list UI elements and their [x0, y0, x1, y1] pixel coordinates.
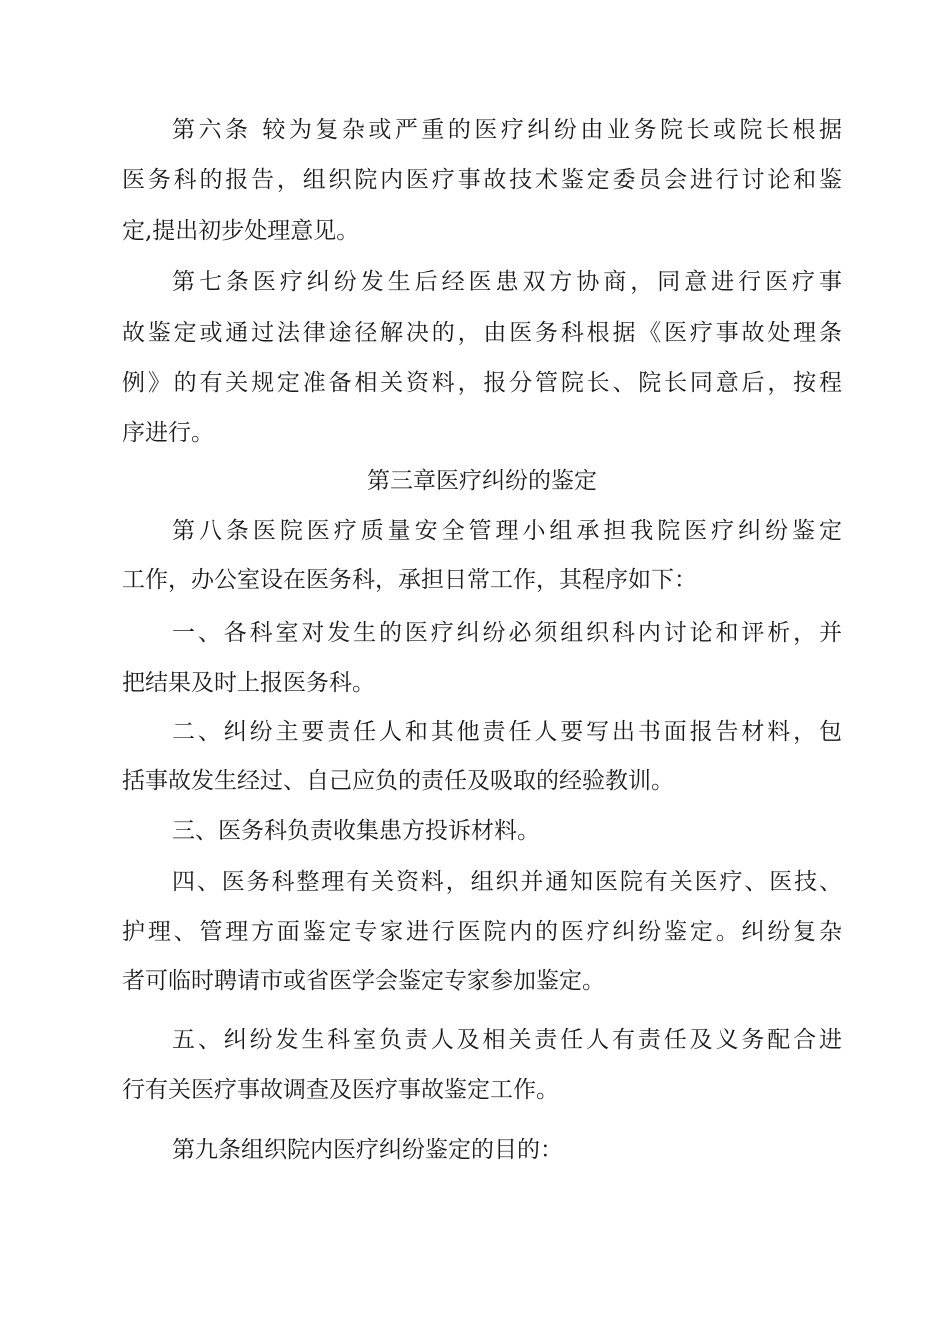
article-6-line-1: 第六条 较为复杂或严重的医疗纠纷由业务院长或院长根据 [172, 117, 842, 143]
chapter-3-heading: 第三章医疗纠纷的鉴定 [367, 468, 597, 494]
article-7-line-3: 例》的有关规定准备相关资料，报分管院长、院长同意后，按程 [122, 370, 842, 396]
item-5-line-2: 行有关医疗事故调查及医疗事故鉴定工作。 [122, 1077, 559, 1103]
item-1-line-1: 一、各科室对发生的医疗纠纷必须组织科内讨论和评析，并 [172, 620, 842, 646]
article-7-line-4: 序进行。 [122, 420, 214, 446]
article-6-line-2: 医务科的报告，组织院内医疗事故技术鉴定委员会进行讨论和鉴 [122, 167, 842, 193]
article-9-line-1: 第九条组织院内医疗纠纷鉴定的目的： [172, 1137, 563, 1163]
article-8-line-2: 工作，办公室设在医务科，承担日常工作，其程序如下： [122, 567, 697, 593]
article-7-line-2: 故鉴定或通过法律途径解决的，由医务科根据《医疗事故处理条 [122, 320, 842, 346]
item-1-line-2: 把结果及时上报医务科。 [122, 670, 375, 696]
item-4-line-2: 护理、管理方面鉴定专家进行医院内的医疗纠纷鉴定。纠纷复杂 [122, 919, 842, 945]
item-4-line-1: 四、医务科整理有关资料，组织并通知医院有关医疗、医技、 [172, 869, 842, 895]
item-5-line-1: 五、纠纷发生科室负责人及相关责任人有责任及义务配合进 [172, 1027, 842, 1053]
article-8-line-1: 第八条医院医疗质量安全管理小组承担我院医疗纠纷鉴定 [172, 518, 842, 544]
article-6-line-3: 定,提出初步处理意见。 [122, 218, 360, 244]
item-2-line-1: 二、纠纷主要责任人和其他责任人要写出书面报告材料，包 [172, 719, 842, 745]
item-4-line-3: 者可临时聘请市或省医学会鉴定专家参加鉴定。 [122, 968, 605, 994]
item-3-line-1: 三、医务科负责收集患方投诉材料。 [172, 818, 540, 844]
article-7-line-1: 第七条医疗纠纷发生后经医患双方协商，同意进行医疗事 [172, 269, 842, 295]
item-2-line-2: 括事故发生经过、自己应负的责任及吸取的经验教训。 [122, 768, 674, 794]
